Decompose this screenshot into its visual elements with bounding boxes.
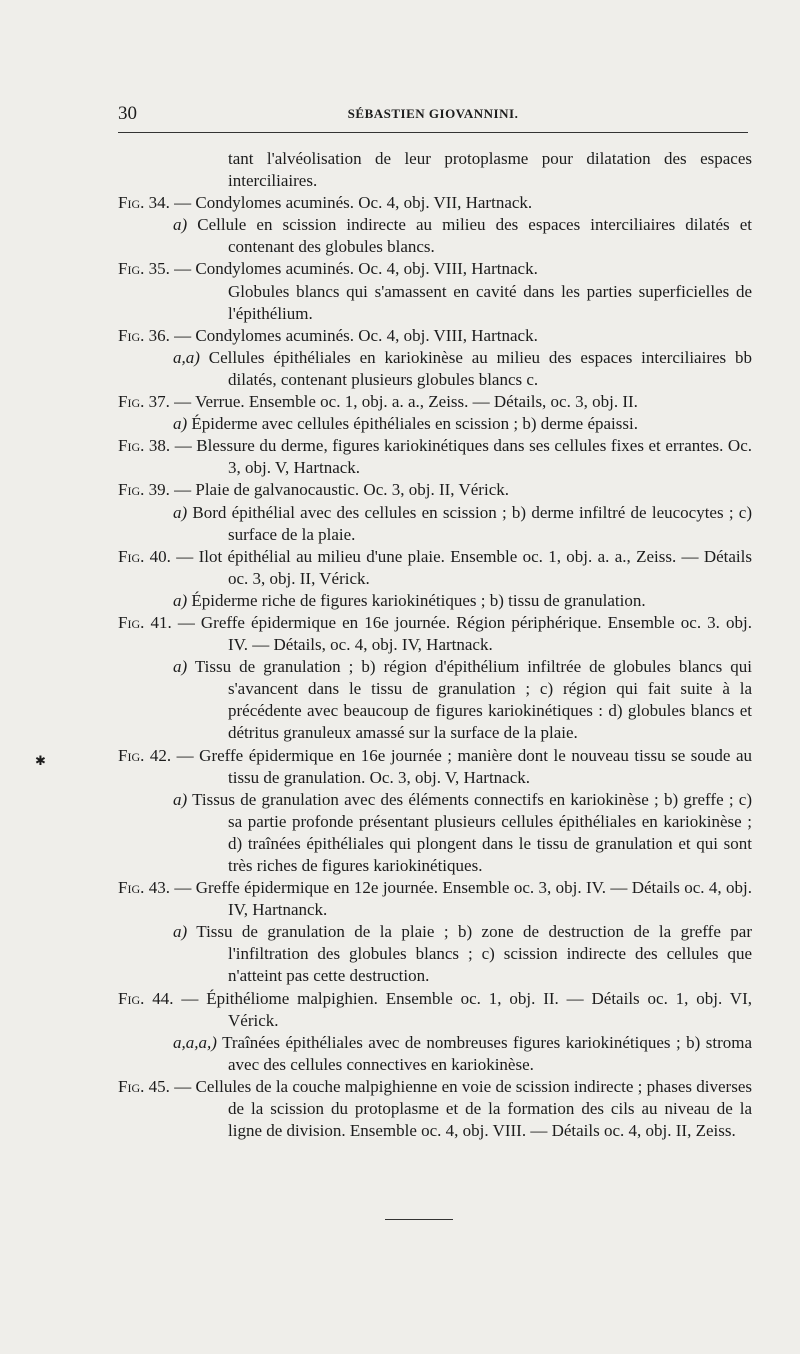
end-rule	[385, 1219, 453, 1220]
figure-legend	[118, 877, 752, 921]
figure-label: Fig. 34.	[118, 193, 170, 213]
item-letter: a)	[173, 789, 188, 809]
figure-legend	[118, 988, 752, 1032]
figure-legends	[118, 148, 752, 1142]
legend-text: — Greffe épidermique en 12e journée. Ensemble oc. 3, obj. IV. — Détails oc. 4, obj. IV, Hartnanck.	[174, 878, 752, 920]
legend-text: Traînées épithéliales avec de nombreuses figures kariokinétiques ; b) stroma avec des cellules connectives en kariokinèse.	[222, 1032, 753, 1074]
item-letter: a,a,a,)	[173, 1032, 217, 1052]
legend-text: Cellule en scission indirecte au milieu des espaces interciliaires dilatés et contenant des globules blancs.	[197, 215, 753, 257]
legend-continuation	[118, 148, 752, 192]
legend-text: Globules blancs qui s'amassent en cavité dans les parties superficielles de l'épithélium.	[228, 281, 752, 323]
legend-text: — Condylomes acuminés. Oc. 4, obj. VIII, Hartnack.	[174, 325, 538, 345]
figure-label: Fig. 39.	[118, 480, 170, 500]
figure-legend	[118, 745, 752, 789]
legend-text: Tissus de granulation avec des éléments connectifs en kariokinèse ; b) greffe ; c) sa partie profonde présentant plusieurs cellules épithéliales en kariokinèse ; d) traînées épithéliales qui plongent dans le tissu de granulation et qui sont très riches de figures kariokinétiques.	[192, 789, 753, 875]
item-letter: a)	[173, 414, 188, 434]
figure-label: Fig. 35.	[118, 259, 170, 279]
legend-item	[118, 214, 752, 258]
legend-item	[118, 921, 752, 987]
figure-legend	[118, 546, 752, 590]
legend-item	[118, 502, 752, 546]
figure-legend	[118, 479, 752, 501]
legend-text: Tissu de granulation de la plaie ; b) zone de destruction de la greffe par l'infiltration des globules blancs ; c) scission indirecte des cellules que n'atteint pas cette destruction.	[196, 922, 752, 986]
figure-legend	[118, 612, 752, 656]
legend-text: — Plaie de galvanocaustic. Oc. 3, obj. II, Vérick.	[174, 480, 509, 500]
legend-continuation	[118, 281, 752, 325]
legend-text: tant l'alvéolisation de leur protoplasme pour dilatation des espaces interciliaires.	[228, 149, 752, 191]
figure-label: Fig. 44.	[118, 988, 174, 1008]
page-number: 30	[118, 103, 137, 124]
legend-item	[118, 413, 752, 435]
item-letter: a)	[173, 215, 188, 235]
legend-text: Cellules épithéliales en kariokinèse au milieu des espaces interciliaires bb dilatés, contenant plusieurs globules blancs c.	[208, 347, 752, 389]
legend-item	[118, 1032, 752, 1076]
figure-label: Fig. 37.	[118, 392, 170, 412]
item-letter: a)	[173, 922, 188, 942]
item-letter: a)	[173, 657, 188, 677]
figure-label: Fig. 36.	[118, 325, 170, 345]
figure-label: Fig. 38.	[118, 436, 171, 456]
legend-item	[118, 789, 752, 877]
figure-label: Fig. 42.	[118, 745, 172, 765]
legend-text: Épiderme avec cellules épithéliales en scission ; b) derme épaissi.	[191, 414, 638, 434]
running-title: SÉBASTIEN GIOVANNINI.	[347, 106, 519, 121]
figure-label: Fig. 41.	[118, 612, 172, 632]
legend-text: Tissu de granulation ; b) région d'épithélium infiltrée de globules blancs qui s'avancent dans le tissu de granulation ; c) région qui fait suite à la précédente avec beaucoup de figures kariokinétiques : d) globules blancs et détritus granuleux amassé sur la surface de la plaie.	[194, 657, 752, 743]
item-letter: a)	[173, 502, 188, 522]
ink-spot: ✱	[35, 753, 46, 768]
legend-text: — Cellules de la couche malpighienne en voie de scission indirecte ; phases diverses de la scission du protoplasme et de la formation des cils au niveau de la ligne de division. Ensemble oc. 4, obj. VIII. — Détails oc. 4, obj. II, Zeiss.	[174, 1076, 752, 1141]
legend-text: — Greffe épidermique en 16e journée ; manière dont le nouveau tissu se soude au tissu de granulation. Oc. 3, obj. V, Hartnack.	[176, 745, 753, 787]
figure-legend	[118, 391, 752, 413]
legend-text: — Condylomes acuminés. Oc. 4, obj. VIII, Hartnack.	[174, 259, 538, 279]
legend-text: — Blessure du derme, figures kariokinétiques dans ses cellules fixes et errantes. Oc. 3, obj. V, Hartnack.	[174, 436, 753, 478]
item-letter: a)	[173, 590, 188, 610]
legend-item	[118, 347, 752, 391]
figure-label: Fig. 45.	[118, 1076, 170, 1096]
figure-legend	[118, 1076, 752, 1142]
legend-text: — Verrue. Ensemble oc. 1, obj. a. a., Zeiss. — Détails, oc. 3, obj. II.	[174, 392, 638, 412]
figure-legend	[118, 192, 752, 214]
legend-text: Épiderme riche de figures kariokinétiques ; b) tissu de granulation.	[191, 590, 646, 610]
header-rule	[118, 132, 748, 133]
page-header	[118, 103, 748, 127]
item-letter: a,a)	[173, 347, 200, 367]
figure-legend	[118, 435, 752, 479]
legend-text: — Condylomes acuminés. Oc. 4, obj. VII, Hartnack.	[174, 193, 533, 213]
figure-label: Fig. 43.	[118, 878, 170, 898]
legend-text: — Épithéliome malpighien. Ensemble oc. 1, obj. II. — Détails oc. 1, obj. VI, Vérick.	[181, 988, 752, 1030]
figure-legend	[118, 258, 752, 280]
legend-item	[118, 590, 752, 612]
legend-text: — Greffe épidermique en 16e journée. Région périphérique. Ensemble oc. 3. obj. IV. — Détails, oc. 4, obj. IV, Hartnack.	[177, 612, 752, 655]
figure-label: Fig. 40.	[118, 546, 171, 566]
legend-item	[118, 656, 752, 744]
figure-legend	[118, 325, 752, 347]
legend-text: Bord épithélial avec des cellules en scission ; b) derme infiltré de leucocytes ; c) surface de la plaie.	[192, 502, 752, 544]
legend-text: — Ilot épithélial au milieu d'une plaie. Ensemble oc. 1, obj. a. a., Zeiss. — Détails oc. 3, obj. II, Vérick.	[176, 546, 752, 588]
